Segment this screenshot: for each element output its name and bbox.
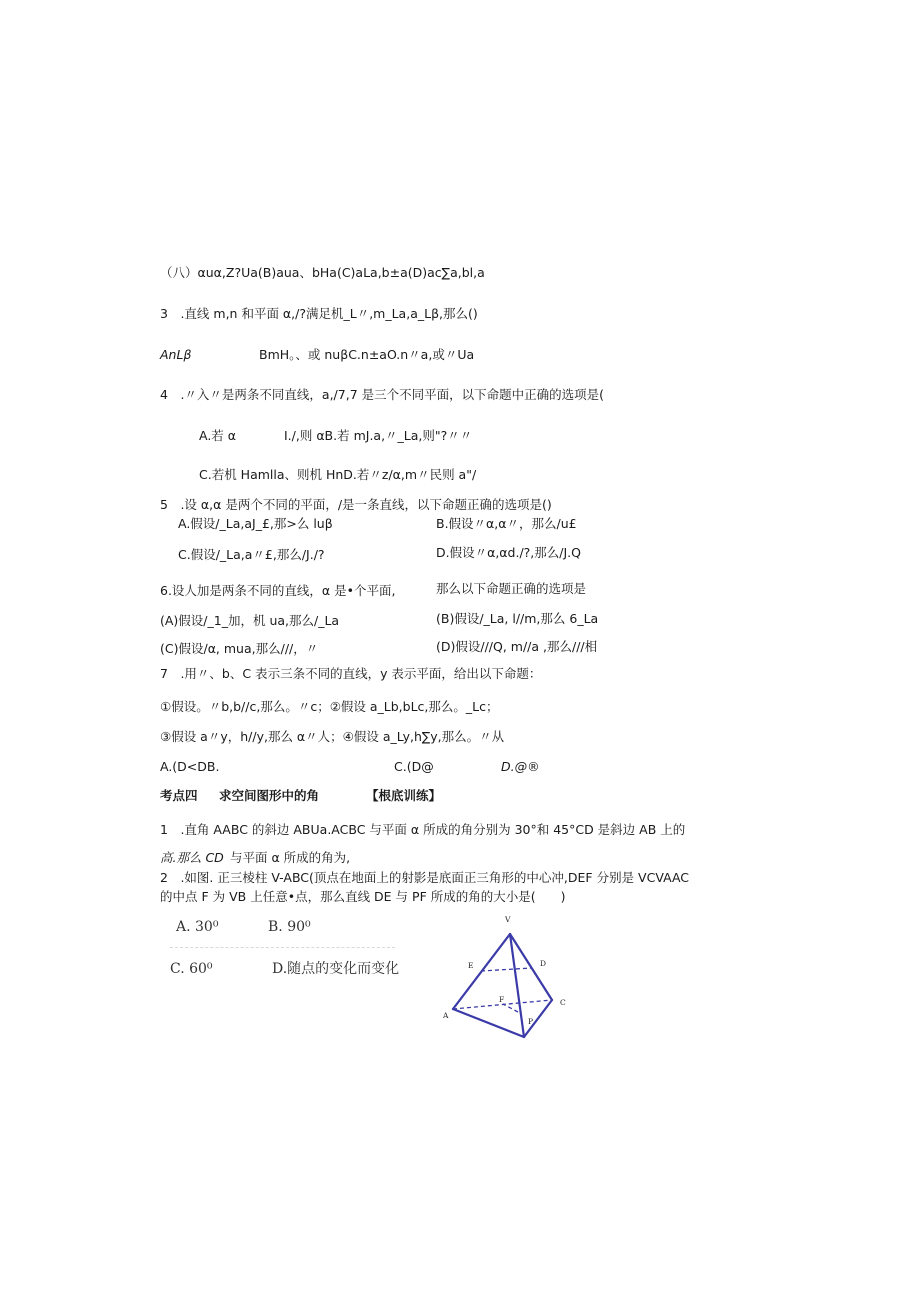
question-6-option-c: (C)假设∕α, mua,那么///，〃: [160, 641, 319, 656]
edge-ab: [453, 1009, 524, 1037]
question-3-option-a: AnLβ: [160, 347, 192, 362]
problem-2-option-b: B. 90⁰: [268, 919, 311, 935]
question-7-option-c: C.(D@: [394, 759, 434, 774]
question-7: 7 .用〃、b、C 表示三条不同的直线，y 表示平面，给出以下命题：: [160, 666, 542, 681]
question-3-options-bcd: BmH。、或 nuβC.n±aO.n〃a,或〃Ua: [259, 347, 475, 362]
question-7-statements-3-4: ③假设 a〃y，h∕∕y,那么 α〃人；④假设 a_Ly,h∑y,那么。〃从: [160, 729, 505, 744]
problem-1-line-2-italic: 高.那么 CD: [160, 850, 224, 865]
problem-2-option-a: A. 30⁰: [176, 919, 219, 935]
label-d: D: [540, 959, 547, 968]
label-p: P: [528, 1017, 534, 1026]
problem-2-option-c: C. 60⁰: [170, 961, 213, 977]
problem-2-option-d: D.随点的变化而变化: [272, 961, 400, 977]
question-5-option-a: A.假设/_La,aJ_£,那>么 luβ: [178, 516, 333, 531]
question-4-option-a: A.若 α: [199, 428, 237, 443]
label-e: E: [468, 961, 474, 970]
question-4: 4 .〃入〃是两条不同直线，a,/7,7 是三个不同平面，以下命题中正确的选项是(: [160, 387, 605, 402]
problem-2-line-1: 2 .如图. 正三棱柱 V-ABC(顶点在地面上的射影是底面正三角形的中心冲,DEF 分别是 VCVAAC: [160, 870, 690, 885]
option-divider: [170, 947, 395, 948]
line-options-8: （八）αuα,Z?Ua(B)aua、bHa(C)aLa,b±a(D)ac∑a,bl,a: [160, 265, 485, 280]
question-4-options-cd: C.若机 Hamlla、则机 HnD.若〃z/α,m〃民则 a"/: [199, 467, 477, 482]
question-5: 5 .设 α,α 是两个不同的平面，/是一条直线，以下命题正确的选项是(): [160, 497, 552, 512]
question-5-option-d: D.假设〃α,αd./?,那么/J.Q: [436, 545, 581, 560]
question-6-option-b: (B)假设/_La, l∕/m,那么 6_La: [436, 611, 599, 626]
question-7-statements-1-2: ①假设。〃b,b//c,那么。〃c；②假设 a_Lb,bLc,那么。_Lc；: [160, 699, 499, 714]
label-a: A: [443, 1011, 449, 1020]
question-5-option-b: B.假设〃α,α〃，那么/u£: [436, 516, 577, 531]
question-6-option-d: (D)假设///Q, m∕∕a ,那么///相: [436, 639, 598, 654]
segment-pf: [503, 1004, 518, 1012]
label-f: F: [499, 995, 505, 1004]
section-tag: 【根底训练】: [366, 788, 442, 803]
question-5-option-c: C.假设/_La,a〃£,那么/J./?: [178, 547, 325, 562]
problem-2-line-2: 的中点 F 为 VB 上任意•点，那么直线 DE 与 PF 所成的角的大小是( ): [160, 889, 566, 904]
question-7-option-ab: A.(D<DB.: [160, 759, 220, 774]
problem-1-line-1: 1 .直角 AABC 的斜边 ABUa.ACBC 与平面 α 所成的角分别为 30°和 45°CD 是斜边 AB 上的: [160, 822, 686, 837]
question-3: 3 .直线 m,n 和平面 α,/?满足机_L〃,m_La,a_Lβ,那么(): [160, 306, 478, 321]
section-label: 考点四: [160, 788, 198, 803]
edge-vb: [510, 934, 524, 1037]
segment-ed: [481, 968, 532, 971]
problem-1-line-2: 与平面 α 所成的角为,: [230, 850, 351, 865]
section-title: 求空间图形中的角: [219, 788, 320, 803]
question-7-option-d: D.@®: [501, 759, 540, 774]
question-6-option-a: (A)假设/_1_加，机 ua,那么/_La: [160, 613, 340, 628]
label-c: C: [560, 998, 566, 1007]
question-6-stem-end: 那么以下命题正确的选项是: [436, 581, 587, 596]
pyramid-figure: [436, 912, 586, 1044]
question-6: 6.设人加是两条不同的直线，α 是•个平面,: [160, 583, 396, 598]
label-v: V: [505, 915, 511, 924]
question-4-option-b: I./,则 αB.若 mJ.a,〃_La,则"?〃〃: [284, 428, 473, 443]
